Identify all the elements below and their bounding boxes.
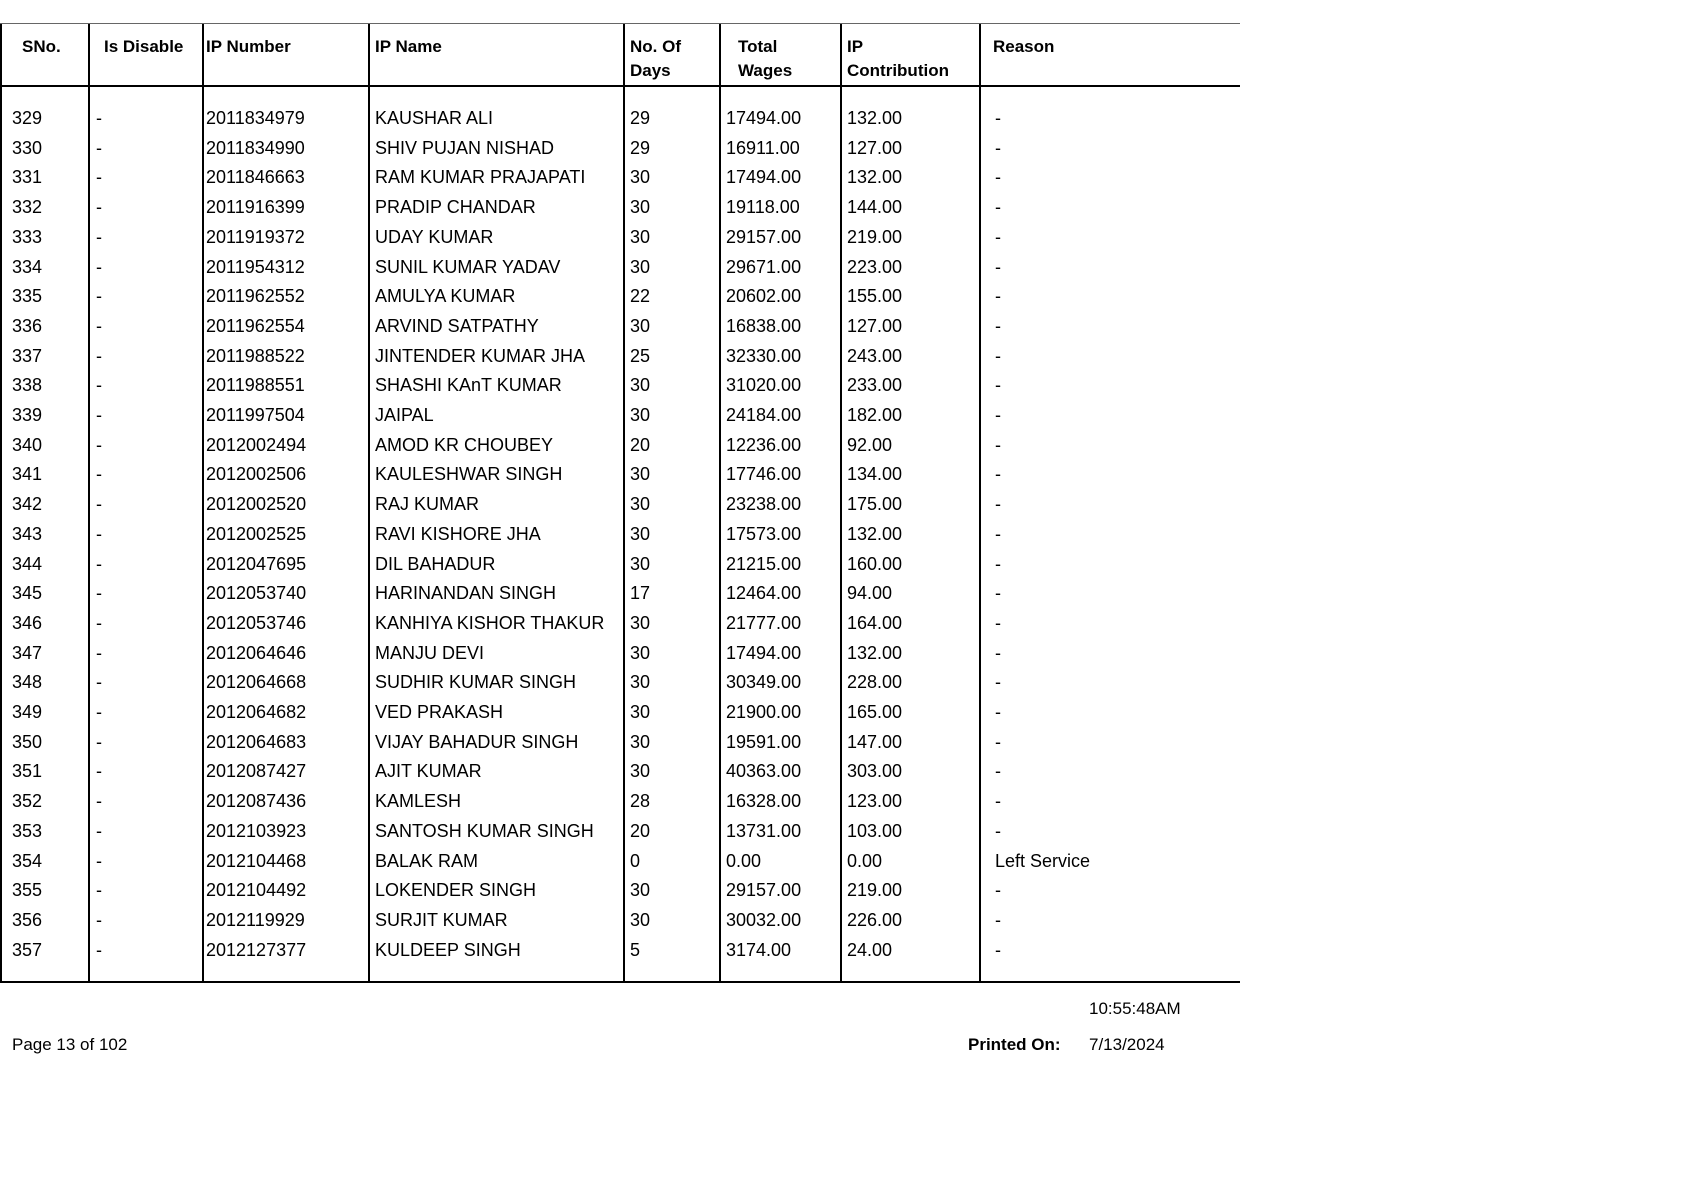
- cell-ip-contribution: 219.00: [847, 880, 903, 901]
- cell-ip-number: 2012053740: [206, 583, 307, 604]
- cell-is-disable: -: [96, 108, 102, 128]
- cell-is-disable: -: [96, 197, 102, 218]
- cell-days: 30: [630, 523, 651, 544]
- cell-days: 0: [630, 850, 641, 871]
- cell-ip-number: 2012064668: [206, 672, 307, 693]
- printed-date: 7/13/2024: [1089, 1035, 1165, 1054]
- cell-ip-contribution: 132.00: [847, 642, 903, 663]
- header-ip-name: IP Name: [375, 37, 442, 56]
- header-total-wages-line2: Wages: [738, 61, 793, 80]
- cell-ip-name: RAM KUMAR PRAJAPATI: [375, 167, 586, 188]
- cell-ip-name: AMULYA KUMAR: [375, 286, 516, 307]
- cell-days: 30: [630, 761, 651, 782]
- cell-reason: -: [995, 523, 1001, 544]
- cell-ip-contribution: 144.00: [847, 197, 903, 218]
- cell-ip-number: 2012087427: [206, 761, 307, 782]
- cell-ip-name: KAMLESH: [375, 791, 462, 812]
- cell-days: 30: [630, 612, 651, 633]
- cell-total-wages: 32330.00: [726, 345, 802, 366]
- cell-is-disable: -: [96, 286, 102, 307]
- cell-ip-name: SANTOSH KUMAR SINGH: [375, 820, 594, 841]
- table-row: [0, 414, 1240, 455]
- cell-is-disable: -: [96, 880, 102, 901]
- header-no-of-days: [630, 35, 681, 83]
- header-ip-number: IP Number: [206, 37, 291, 56]
- cell-days: 30: [630, 464, 651, 485]
- cell-days: 30: [630, 375, 651, 396]
- cell-sno: 352: [12, 791, 43, 812]
- cell-days: 30: [630, 405, 651, 425]
- cell-total-wages: 19591.00: [726, 731, 802, 752]
- cell-sno: 330: [12, 137, 43, 158]
- cell-ip-number: 2012119929: [206, 909, 305, 930]
- cell-days: 30: [630, 702, 651, 722]
- table-row: [0, 770, 1240, 812]
- cell-ip-number: 2012047695: [206, 553, 307, 574]
- cell-days: 30: [630, 553, 651, 574]
- cell-sno: 353: [12, 820, 43, 841]
- table-row: [0, 473, 1240, 515]
- cell-ip-contribution: 132.00: [847, 108, 903, 128]
- cell-sno: 356: [12, 909, 43, 930]
- cell-is-disable: -: [96, 791, 102, 812]
- cell-ip-name: BALAK RAM: [375, 850, 479, 871]
- cell-reason: -: [995, 612, 1001, 633]
- cell-ip-contribution: 233.00: [847, 375, 903, 396]
- cell-total-wages: 23238.00: [726, 494, 802, 515]
- table-row: [0, 176, 1240, 218]
- cell-sno: 329: [12, 108, 43, 128]
- cell-sno: 340: [12, 434, 43, 455]
- cell-total-wages: 17573.00: [726, 523, 802, 544]
- cell-total-wages: 13731.00: [726, 820, 802, 841]
- cell-is-disable: -: [96, 909, 102, 930]
- table-header-row: [0, 24, 1240, 85]
- cell-ip-number: 2012002506: [206, 464, 307, 485]
- cell-is-disable: -: [96, 523, 102, 544]
- printed-on-label: Printed On:: [968, 1035, 1061, 1054]
- cell-ip-contribution: 164.00: [847, 612, 903, 633]
- cell-sno: 337: [12, 345, 43, 366]
- cell-ip-contribution: 127.00: [847, 137, 903, 158]
- header-reason: Reason: [993, 37, 1055, 56]
- cell-reason: -: [995, 880, 1001, 901]
- cell-reason: -: [995, 642, 1001, 663]
- cell-ip-contribution: 132.00: [847, 523, 903, 544]
- cell-is-disable: -: [96, 731, 102, 752]
- cell-total-wages: 19118.00: [726, 197, 800, 218]
- cell-sno: 350: [12, 731, 43, 752]
- cell-total-wages: 16328.00: [726, 791, 802, 812]
- cell-days: 30: [630, 197, 651, 218]
- cell-days: 30: [630, 167, 651, 188]
- cell-is-disable: -: [96, 464, 102, 485]
- table-row: [0, 651, 1240, 693]
- cell-reason: -: [995, 791, 1001, 812]
- cell-reason: -: [995, 137, 1001, 158]
- header-no-of-days-line1: No. Of: [630, 37, 681, 56]
- table-row: [0, 265, 1240, 307]
- cell-ip-contribution: 219.00: [847, 226, 903, 247]
- cell-days: 30: [630, 494, 651, 515]
- cell-ip-contribution: 0.00: [847, 850, 883, 871]
- cell-ip-name: SURJIT KUMAR: [375, 909, 508, 930]
- cell-ip-name: UDAY KUMAR: [375, 226, 494, 247]
- cell-sno: 333: [12, 226, 43, 247]
- cell-is-disable: -: [96, 345, 102, 366]
- cell-days: 29: [630, 108, 651, 128]
- cell-is-disable: -: [96, 375, 102, 396]
- cell-days: 29: [630, 137, 651, 158]
- cell-ip-number: 2012064682: [206, 702, 307, 722]
- cell-is-disable: -: [96, 494, 102, 515]
- cell-ip-name: KAUSHAR ALI: [375, 108, 494, 128]
- cell-sno: 342: [12, 494, 43, 515]
- cell-reason: -: [995, 167, 1001, 188]
- table-row: [0, 830, 1240, 871]
- cell-reason: -: [995, 108, 1001, 128]
- cell-total-wages: 31020.00: [726, 375, 802, 396]
- cell-ip-number: 2011919372: [206, 226, 305, 247]
- cell-reason: -: [995, 434, 1001, 455]
- table-row: [0, 443, 1240, 485]
- cell-reason: -: [995, 286, 1001, 307]
- cell-days: 20: [630, 434, 651, 455]
- cell-total-wages: 0.00: [726, 850, 762, 871]
- cell-is-disable: -: [96, 761, 102, 782]
- cell-total-wages: 20602.00: [726, 286, 802, 307]
- cell-total-wages: 17494.00: [726, 108, 802, 128]
- cell-days: 22: [630, 286, 651, 307]
- cell-days: 5: [630, 939, 641, 960]
- cell-sno: 357: [12, 939, 43, 960]
- cell-is-disable: -: [96, 256, 102, 277]
- cell-ip-contribution: 243.00: [847, 345, 903, 366]
- table-row: [0, 622, 1240, 663]
- cell-ip-name: HARINANDAN SINGH: [375, 583, 557, 604]
- cell-total-wages: 21777.00: [726, 612, 802, 633]
- cell-ip-contribution: 226.00: [847, 909, 903, 930]
- cell-total-wages: 40363.00: [726, 761, 802, 782]
- table-row: [0, 681, 1240, 722]
- cell-sno: 332: [12, 197, 43, 218]
- table-row: [0, 533, 1240, 574]
- cell-days: 30: [630, 880, 651, 901]
- cell-ip-name: RAJ KUMAR: [375, 494, 480, 515]
- print-time: 10:55:48AM: [1089, 999, 1181, 1018]
- cell-is-disable: -: [96, 405, 102, 425]
- cell-sno: 351: [12, 761, 43, 782]
- cell-sno: 336: [12, 315, 43, 336]
- cell-sno: 341: [12, 464, 43, 485]
- table-row: [0, 325, 1240, 366]
- header-ip-contribution-line2: Contribution: [847, 61, 949, 80]
- cell-ip-contribution: 94.00: [847, 583, 893, 604]
- table-row: [0, 562, 1240, 604]
- cell-reason: -: [995, 315, 1001, 336]
- cell-reason: Left Service: [995, 850, 1091, 871]
- cell-ip-number: 2011962552: [206, 286, 305, 307]
- cell-ip-number: 2011954312: [206, 256, 305, 277]
- cell-ip-number: 2011988522: [206, 345, 305, 366]
- cell-is-disable: -: [96, 553, 102, 574]
- cell-total-wages: 29157.00: [726, 226, 802, 247]
- cell-ip-number: 2012104492: [206, 880, 307, 901]
- header-no-of-days-line2: Days: [630, 61, 671, 80]
- cell-ip-name: KANHIYA KISHOR THAKUR: [375, 612, 605, 633]
- cell-ip-contribution: 160.00: [847, 553, 903, 574]
- cell-reason: -: [995, 256, 1001, 277]
- cell-ip-contribution: 132.00: [847, 167, 903, 188]
- cell-reason: -: [995, 197, 1001, 218]
- cell-ip-name: SUDHIR KUMAR SINGH: [375, 672, 577, 693]
- page-number: Page 13 of 102: [12, 1035, 128, 1054]
- cell-ip-number: 2011834990: [206, 137, 305, 158]
- cell-ip-contribution: 103.00: [847, 820, 903, 841]
- cell-reason: -: [995, 226, 1001, 247]
- cell-sno: 343: [12, 523, 43, 544]
- table-row: [0, 354, 1240, 396]
- table-row: [0, 919, 1240, 960]
- cell-days: 28: [630, 791, 651, 812]
- cell-is-disable: -: [96, 612, 102, 633]
- header-total-wages: [728, 35, 792, 83]
- cell-reason: -: [995, 583, 1001, 604]
- cell-reason: -: [995, 464, 1001, 485]
- table-row: [0, 711, 1240, 752]
- cell-is-disable: -: [96, 167, 102, 188]
- cell-is-disable: -: [96, 702, 102, 722]
- cell-total-wages: 12464.00: [726, 583, 802, 604]
- table-row: [0, 859, 1240, 901]
- cell-ip-contribution: 223.00: [847, 256, 903, 277]
- table-row: [0, 117, 1240, 158]
- cell-ip-contribution: 175.00: [847, 494, 903, 515]
- table-row: [0, 503, 1240, 544]
- table-row: [0, 206, 1240, 247]
- cell-ip-name: ARVIND SATPATHY: [375, 315, 539, 336]
- cell-sno: 331: [12, 167, 43, 188]
- cell-sno: 354: [12, 850, 43, 871]
- cell-sno: 347: [12, 642, 43, 663]
- cell-ip-contribution: 127.00: [847, 315, 903, 336]
- cell-sno: 346: [12, 612, 43, 633]
- cell-ip-number: 2012002525: [206, 523, 307, 544]
- table-row: [0, 740, 1240, 782]
- cell-is-disable: -: [96, 939, 102, 960]
- cell-ip-number: 2011962554: [206, 315, 305, 336]
- cell-is-disable: -: [96, 850, 102, 871]
- cell-ip-contribution: 24.00: [847, 939, 893, 960]
- cell-reason: -: [995, 731, 1001, 752]
- cell-ip-name: KULDEEP SINGH: [375, 939, 521, 960]
- cell-ip-contribution: 147.00: [847, 731, 903, 752]
- cell-ip-number: 2011834979: [206, 108, 305, 128]
- cell-reason: -: [995, 494, 1001, 515]
- header-ip-contribution-line1: IP: [847, 37, 864, 56]
- cell-days: 30: [630, 642, 651, 663]
- cell-sno: 338: [12, 375, 43, 396]
- cell-total-wages: 29671.00: [726, 256, 802, 277]
- cell-sno: 335: [12, 286, 43, 307]
- cell-reason: -: [995, 672, 1001, 693]
- cell-total-wages: 3174.00: [726, 939, 792, 960]
- table-row: [0, 384, 1240, 425]
- table-row: [0, 146, 1240, 188]
- cell-is-disable: -: [96, 820, 102, 841]
- cell-days: 30: [630, 731, 651, 752]
- cell-ip-name: VED PRAKASH: [375, 702, 504, 722]
- cell-reason: -: [995, 820, 1001, 841]
- cell-ip-contribution: 92.00: [847, 434, 893, 455]
- cell-ip-name: DIL BAHADUR: [375, 553, 496, 574]
- cell-ip-number: 2011916399: [206, 197, 305, 218]
- cell-is-disable: -: [96, 137, 102, 158]
- cell-reason: -: [995, 702, 1001, 722]
- cell-ip-number: 2012127377: [206, 939, 307, 960]
- cell-total-wages: 29157.00: [726, 880, 802, 901]
- cell-sno: 355: [12, 880, 43, 901]
- cell-total-wages: 16911.00: [726, 137, 800, 158]
- cell-ip-number: 2012002494: [206, 434, 307, 455]
- cell-days: 30: [630, 226, 651, 247]
- cell-days: 30: [630, 909, 651, 930]
- cell-days: 30: [630, 672, 651, 693]
- cell-ip-number: 2011846663: [206, 167, 305, 188]
- cell-sno: 345: [12, 583, 43, 604]
- cell-reason: -: [995, 939, 1001, 960]
- cell-ip-name: LOKENDER SINGH: [375, 880, 537, 901]
- cell-reason: -: [995, 761, 1001, 782]
- cell-sno: 344: [12, 553, 43, 574]
- cell-days: 25: [630, 345, 651, 366]
- cell-ip-number: 2012064646: [206, 642, 307, 663]
- table-row: [0, 236, 1240, 277]
- cell-ip-name: SHIV PUJAN NISHAD: [375, 137, 555, 158]
- cell-is-disable: -: [96, 583, 102, 604]
- table-row: [0, 87, 1240, 128]
- table-row: [0, 800, 1240, 841]
- cell-ip-name: RAVI KISHORE JHA: [375, 523, 541, 544]
- cell-ip-number: 2012064683: [206, 731, 307, 752]
- cell-total-wages: 21900.00: [726, 702, 802, 722]
- cell-ip-contribution: 228.00: [847, 672, 903, 693]
- cell-ip-contribution: 165.00: [847, 702, 903, 722]
- cell-days: 30: [630, 256, 651, 277]
- cell-is-disable: -: [96, 672, 102, 693]
- cell-sno: 348: [12, 672, 43, 693]
- cell-sno: 349: [12, 702, 43, 722]
- cell-reason: -: [995, 375, 1001, 396]
- table-row: [0, 592, 1240, 633]
- header-ip-contribution: [847, 35, 949, 83]
- header-is-disable: Is Disable: [104, 37, 184, 56]
- cell-sno: 339: [12, 405, 43, 425]
- cell-ip-contribution: 303.00: [847, 761, 903, 782]
- cell-ip-name: AJIT KUMAR: [375, 761, 482, 782]
- cell-is-disable: -: [96, 642, 102, 663]
- cell-ip-number: 2011988551: [206, 375, 305, 396]
- cell-ip-number: 2012053746: [206, 612, 307, 633]
- cell-ip-name: VIJAY BAHADUR SINGH: [375, 731, 579, 752]
- cell-ip-name: PRADIP CHANDAR: [375, 197, 536, 218]
- cell-reason: -: [995, 909, 1001, 930]
- cell-ip-name: JINTENDER KUMAR JHA: [375, 345, 586, 366]
- cell-ip-name: MANJU DEVI: [375, 642, 485, 663]
- cell-reason: -: [995, 553, 1001, 574]
- cell-ip-name: KAULESHWAR SINGH: [375, 464, 563, 485]
- table-bottom-border: [0, 981, 1240, 983]
- cell-ip-name: SUNIL KUMAR YADAV: [375, 256, 561, 277]
- cell-ip-name: JAIPAL: [375, 405, 434, 425]
- cell-total-wages: 17746.00: [726, 464, 802, 485]
- cell-total-wages: 21215.00: [726, 553, 802, 574]
- cell-ip-name: SHASHI KAnT KUMAR: [375, 375, 562, 396]
- header-total-wages-line1: Total: [738, 37, 778, 56]
- cell-ip-contribution: 123.00: [847, 791, 903, 812]
- cell-days: 20: [630, 820, 651, 841]
- cell-total-wages: 12236.00: [726, 434, 802, 455]
- cell-ip-contribution: 155.00: [847, 286, 903, 307]
- cell-total-wages: 17494.00: [726, 167, 802, 188]
- cell-sno: 334: [12, 256, 43, 277]
- cell-days: 17: [630, 583, 651, 604]
- cell-total-wages: 16838.00: [726, 315, 802, 336]
- cell-ip-number: 2011997504: [206, 405, 305, 425]
- cell-ip-name: AMOD KR CHOUBEY: [375, 434, 554, 455]
- cell-is-disable: -: [96, 315, 102, 336]
- cell-total-wages: 30349.00: [726, 672, 802, 693]
- cell-days: 30: [630, 315, 651, 336]
- cell-total-wages: 24184.00: [726, 405, 802, 425]
- table-row: [0, 889, 1240, 930]
- cell-ip-number: 2012087436: [206, 791, 307, 812]
- cell-is-disable: -: [96, 434, 102, 455]
- table-row: [0, 295, 1240, 336]
- cell-total-wages: 30032.00: [726, 909, 802, 930]
- cell-ip-number: 2012103923: [206, 820, 307, 841]
- cell-ip-number: 2012104468: [206, 850, 307, 871]
- cell-total-wages: 17494.00: [726, 642, 802, 663]
- cell-reason: -: [995, 345, 1001, 366]
- cell-ip-contribution: 182.00: [847, 405, 903, 425]
- header-sno: SNo.: [22, 37, 61, 56]
- cell-is-disable: -: [96, 226, 102, 247]
- cell-ip-contribution: 134.00: [847, 464, 903, 485]
- cell-ip-number: 2012002520: [206, 494, 307, 515]
- cell-reason: -: [995, 405, 1001, 425]
